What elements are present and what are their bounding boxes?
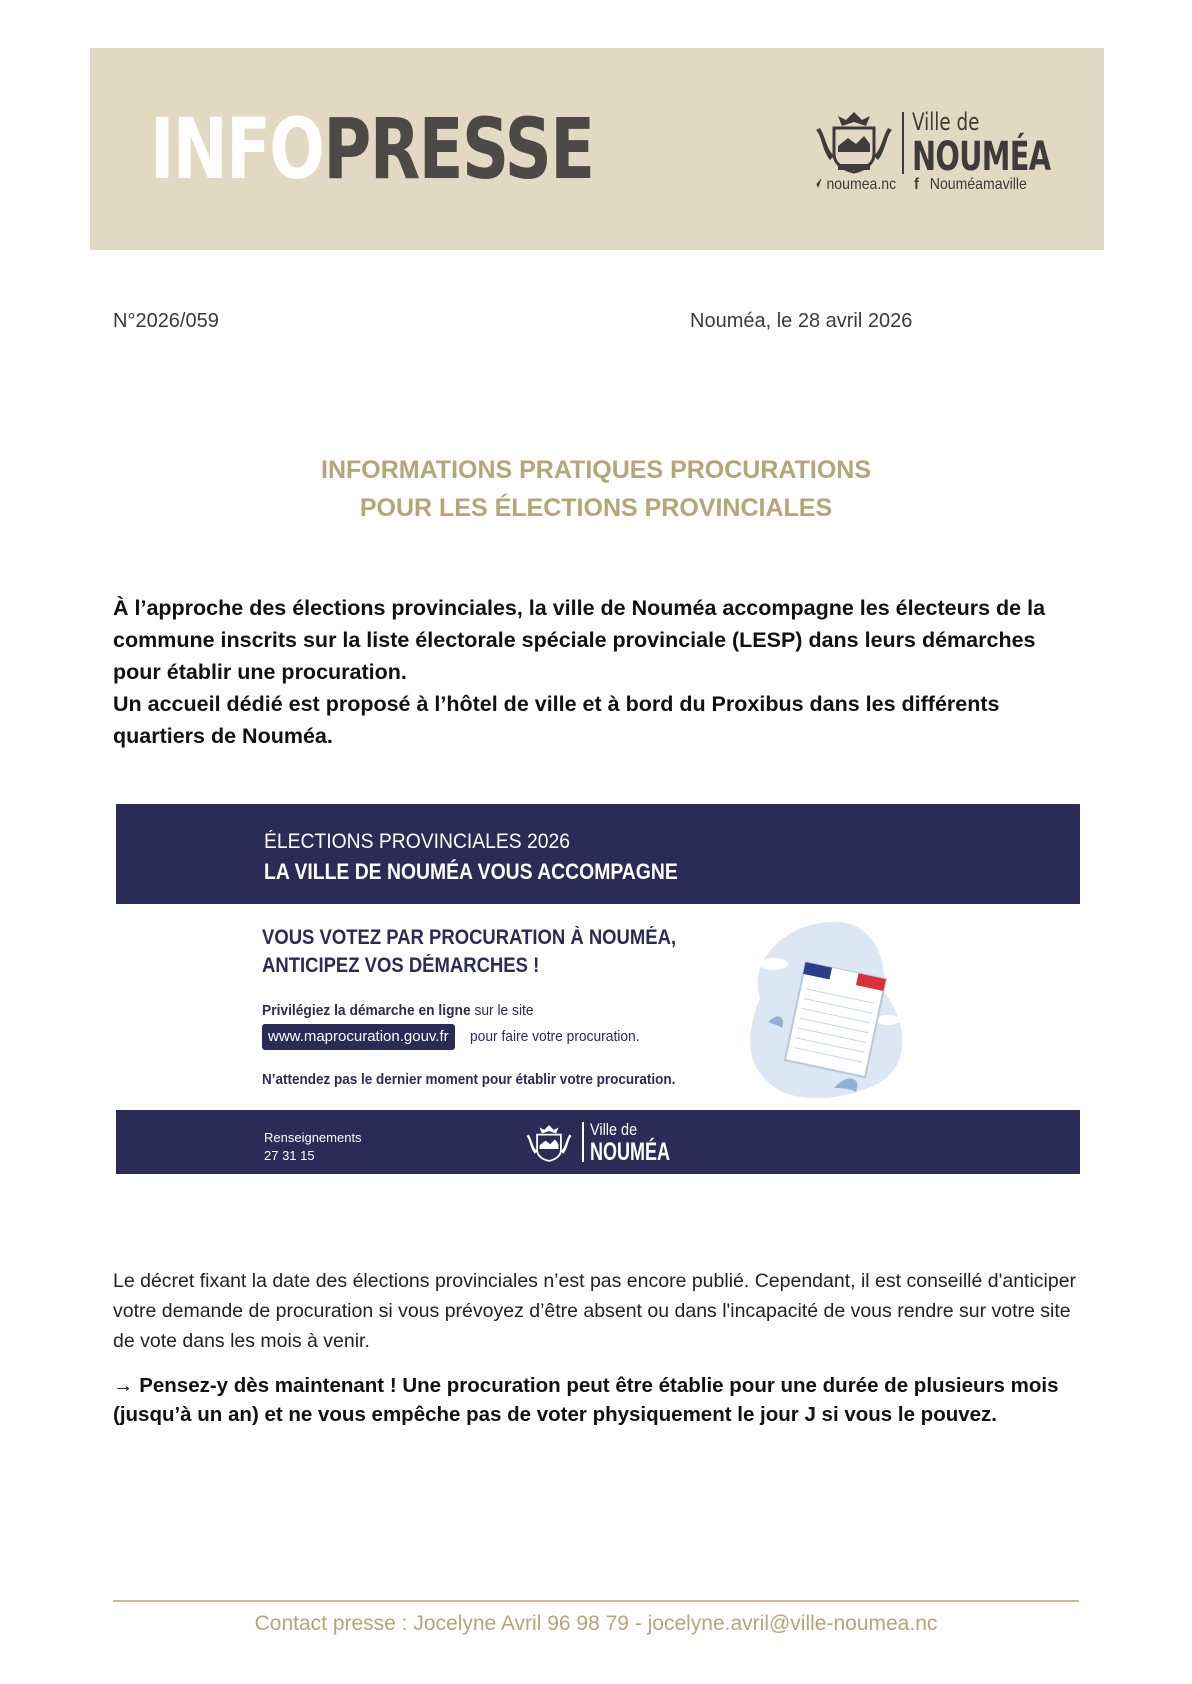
procuration-form-illustration-icon (738, 912, 918, 1108)
banner-info-label: Renseignements (264, 1130, 362, 1145)
banner-kicker: ÉLECTIONS PROVINCIALES 2026 (264, 830, 571, 853)
brand-presse: PRESSE (323, 100, 594, 198)
send-arrow-icon (812, 177, 823, 189)
facebook-icon: f (914, 176, 919, 193)
decree-paragraph: Le décret fixant la date des élections provinciales n’est pas encore publié. Cependant, il est conseillé d'anticiper votre demande de procuration si vous prévoyez d’être absent ou dans l'incapacité de vous rendre sur votre site de vote dans les mois à venir. (113, 1270, 1077, 1352)
logo-noumea: NOUMÉA (912, 134, 1051, 180)
body-section (113, 1266, 1093, 1356)
footer-divider (113, 1600, 1079, 1602)
banner-online-line (262, 1002, 534, 1019)
press-title-line2: POUR LES ÉLECTIONS PROVINCIALES (359, 494, 833, 522)
banner-heading: LA VILLE DE NOUMÉA VOUS ACCOMPAGNE (264, 859, 678, 884)
banner-logo-ville-de: Ville de (590, 1120, 638, 1139)
intro-section (113, 592, 1083, 752)
website-link[interactable] (812, 176, 907, 193)
banner-top-band (116, 804, 1080, 904)
infopresse-brand (150, 100, 594, 198)
reference-number: N°2026/059 (113, 310, 219, 332)
banner-logo-noumea: NOUMÉA (590, 1138, 670, 1166)
facebook-link[interactable] (914, 176, 1034, 193)
city-crest-icon (812, 110, 896, 174)
procuration-banner (116, 804, 1080, 1174)
emphasis-section (113, 1371, 1093, 1429)
emphasis-paragraph: → Pensez-y dès maintenant ! Une procuration peut être établie pour une durée de plusieurs mois (jusqu’à un an) et ne vous empêche pas de voter physiquement le jour J si vous le pouvez. (113, 1374, 1059, 1426)
banner-procuration-line: pour faire votre procuration. (470, 1028, 640, 1045)
banner-cta-line2: ANTICIPEZ VOS DÉMARCHES ! (262, 954, 540, 977)
banner-logo-divider (582, 1122, 584, 1162)
intro-paragraph-2: Un accueil dédié est proposé à l’hôtel de ville et à bord du Proxibus dans les différents quartiers de Nouméa. (113, 692, 1000, 748)
press-contact: Contact presse : Jocelyne Avril 96 98 79 - jocelyne.avril@ville-noumea.nc (254, 1612, 938, 1635)
banner-online-rest: sur le site (470, 1002, 534, 1019)
logo-ville-de: Ville de (912, 108, 980, 136)
logo-social-links (812, 176, 1041, 194)
banner-info-phone: 27 31 15 (264, 1148, 315, 1163)
logo-divider (902, 112, 904, 174)
website-text: noumea.nc (826, 176, 897, 193)
facebook-text: Nouméamaville (929, 176, 1027, 193)
ville-de-noumea-logo[interactable] (812, 106, 1052, 196)
brand-info: INFO (150, 100, 324, 198)
maprocuration-url[interactable]: www.maprocuration.gouv.fr (262, 1024, 455, 1050)
banner-warning: N’attendez pas le dernier moment pour établir votre procuration. (262, 1071, 676, 1088)
banner-bottom-band (116, 1110, 1080, 1174)
intro-paragraph-1: À l’approche des élections provinciales, la ville de Nouméa accompagne les électeurs de la commune inscrits sur la liste électorale spéciale provinciale (LESP) dans leurs démarches pour établir une procuration. (113, 596, 1046, 684)
press-date: Nouméa, le 28 avril 2026 (690, 310, 913, 332)
press-title-line1: INFORMATIONS PRATIQUES PROCURATIONS (321, 456, 871, 484)
banner-online-bold: Privilégiez la démarche en ligne (262, 1002, 471, 1019)
banner-cta-line1: VOUS VOTEZ PAR PROCURATION À NOUMÉA, (262, 926, 677, 949)
city-crest-icon (524, 1122, 574, 1164)
